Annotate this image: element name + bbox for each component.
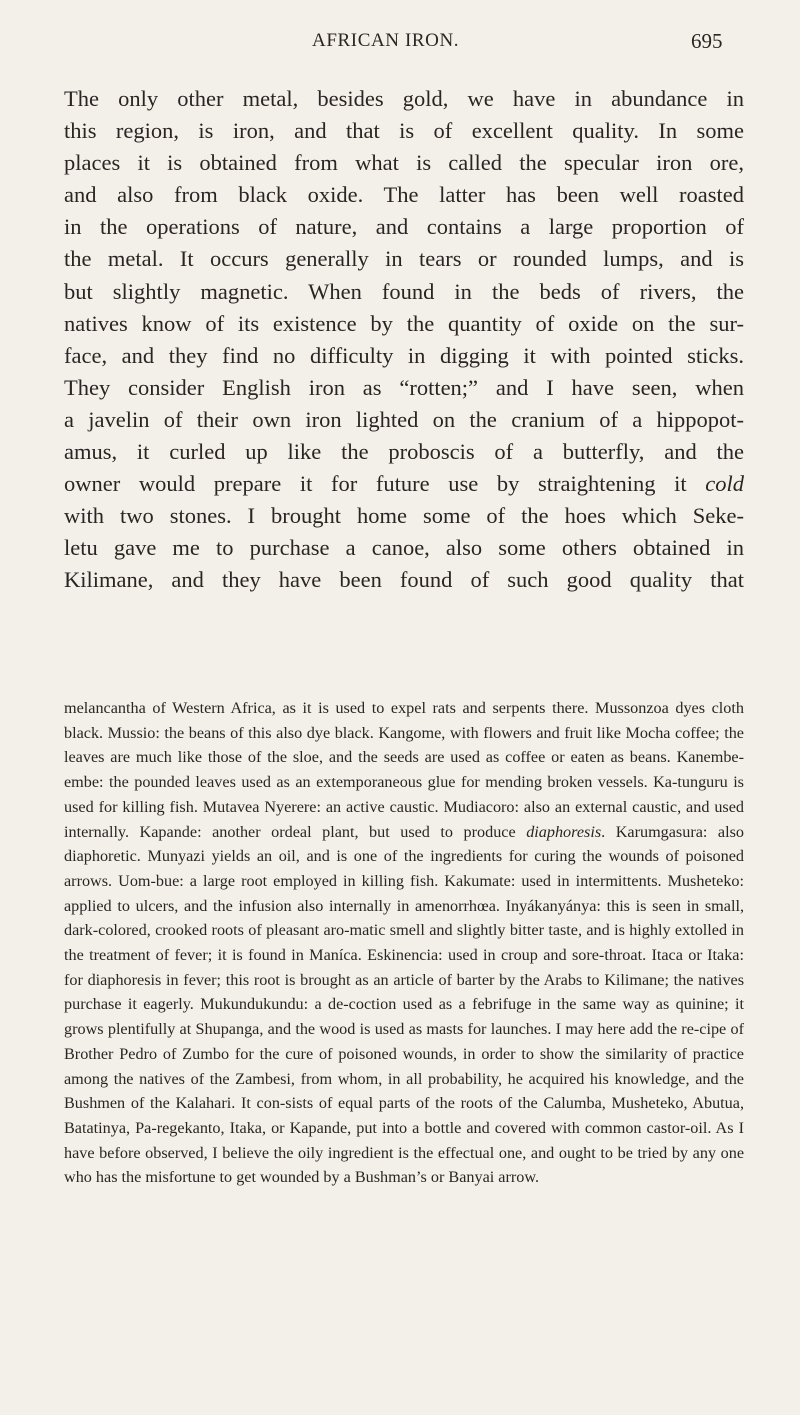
main-paragraph — [64, 83, 744, 597]
text-line: places it is obtained from what is called the specular iron ore, — [64, 150, 744, 176]
footnote-segment: melancantha of Western Africa, as it is used to expel rats and serpents there. Mussonzoa dyes cloth black. Mussio: the beans of this also dye black. Kangome, with flowers and fruit like Mocha coffee; the leaves are much like those of the sloe, and the seeds are used as coffee or eaten as beans. Kanembe-embe: the pounded leaves used as an extemporaneous glue for mending broken vessels. Ka-tunguru is used for killing fish. Mutavea Nyerere: an active caustic. Mudiacoro: also an external caustic, and used internally. Kapande: another ordeal plant, but used to produce — [64, 699, 744, 841]
italic-word: cold — [705, 471, 744, 497]
text-line: The only other metal, besides gold, we have in abundance in — [64, 86, 744, 111]
paragraph — [64, 83, 744, 597]
text-line: amus, it curled up like the proboscis of a butterfly, and the — [64, 439, 744, 465]
text-line: in the operations of nature, and contains a large proportion of — [64, 214, 744, 240]
footnote-text — [64, 696, 744, 1190]
footnote-segment: . Karumgasura: also diaphoretic. Munyazi yields an oil, and is one of the ingredients for curing the wounds of poisoned arrows. Uom-bue: a large root employed in killing fish. Kakumate: used in intermittents. Musheteko: applied to ulcers, and the infusion also internally in amenorrhœa. Inyákanyánya: this is seen in small, dark-colored, crooked roots of pleasant aro-matic smell and slightly bitter taste, and is highly extolled in the treatment of fever; it is found in Maníca. Eskinencia: used in croup and sore-throat. Itaca or Itaka: for diaphoresis in fever; this root is brought as an article of barter by the Arabs to Kilimane; the natives purchase it eagerly. Mukundukundu: a de-coction used as a febrifuge in the same way as quinine; it grows plentifully at Shupanga, and the wood is used as masts for launches. I may here add the re-cipe of Brother Pedro of Zumbo for the cure of poisoned wounds, in order to show the similarity of practice among the natives of the Zambesi, from whom, in all probability, he acquired his knowledge, and the Bushmen of the Kalahari. It con-sists of equal parts of the roots of the Calumba, Musheteko, Abutua, Batatinya, Pa-regekanto, Itaka, or Kapande, put into a bottle and covered with common castor-oil. As I have before observed, I believe the oily ingredient is the effectual one, and ought to be tried by any one who has the misfortune to get wounded by a Bushman’s or Banyai arrow. — [64, 822, 744, 1187]
text-line-with-italic — [64, 468, 744, 500]
text-line: but slightly magnetic. When found in the beds of rivers, the — [64, 278, 744, 304]
footnote — [64, 696, 744, 1190]
page-number: 695 — [691, 29, 723, 53]
running-title: AFRICAN IRON. — [312, 30, 460, 51]
text-line: this region, is iron, and that is of excellent quality. In some — [64, 118, 744, 144]
text-line: the metal. It occurs generally in tears or rounded lumps, and is — [64, 246, 744, 272]
text-line: with two stones. I brought home some of the hoes which Seke- — [64, 503, 744, 529]
text-line: and also from black oxide. The latter has been well roasted — [64, 182, 744, 208]
text-segment: owner would prepare it for future use by straightening it — [64, 471, 706, 497]
text-line: a javelin of their own iron lighted on the cranium of a hippopot- — [64, 406, 744, 432]
running-head — [0, 22, 800, 62]
footnote-italic-term: diaphoresis — [526, 822, 602, 841]
text-line: Kilimane, and they have been found of such good quality that — [64, 567, 744, 593]
text-line: They consider English iron as “rotten;” and I have seen, when — [64, 374, 744, 400]
text-line: natives know of its existence by the quantity of oxide on the sur- — [64, 310, 744, 336]
text-line: letu gave me to purchase a canoe, also some others obtained in — [64, 535, 744, 561]
text-line: face, and they find no difficulty in digging it with pointed sticks. — [64, 342, 744, 368]
